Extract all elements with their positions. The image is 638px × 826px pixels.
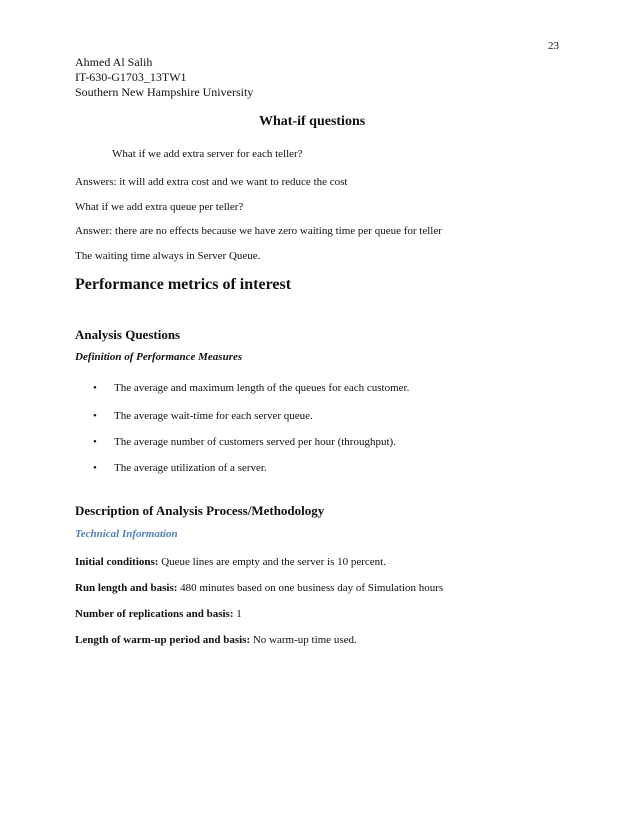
author-name: Ahmed Al Salih: [75, 55, 153, 69]
bullet-text: The average utilization of a server.: [114, 462, 267, 474]
bullet-text: The average and maximum length of the queues for each customer.: [114, 382, 410, 394]
item-value: 1: [233, 608, 242, 620]
course-code: IT-630-G1703_13TW1: [75, 70, 187, 84]
list-item: [93, 410, 313, 422]
list-item: [93, 382, 409, 394]
whatif-question-1: What if we add extra server for each teller?: [112, 148, 303, 160]
item-label: Number of replications and basis:: [75, 608, 234, 620]
run-length: [75, 582, 443, 594]
whatif-answer-1: Answers: it will add extra cost and we want to reduce the cost: [75, 176, 348, 188]
item-value: Queue lines are empty and the server is 10 percent.: [158, 556, 386, 568]
initial-conditions: [75, 556, 386, 568]
bullet-text: The average number of customers served per hour (throughput).: [114, 436, 396, 448]
whatif-question-2: What if we add extra queue per teller?: [75, 201, 244, 213]
performance-title: Performance metrics of interest: [75, 276, 292, 293]
warm-up-period: [75, 634, 357, 646]
analysis-questions-heading: Analysis Questions: [75, 327, 181, 342]
whatif-note: The waiting time always in Server Queue.: [75, 250, 261, 262]
whatif-title: What-if questions: [259, 114, 366, 129]
bullet-icon: •: [93, 410, 97, 422]
bullet-icon: •: [93, 462, 97, 474]
replications: [75, 608, 242, 620]
list-item: [93, 462, 267, 474]
methodology-heading: Description of Analysis Process/Methodology: [75, 503, 325, 518]
university-name: Southern New Hampshire University: [75, 85, 254, 99]
bullet-text: The average wait-time for each server queue.: [114, 410, 313, 422]
item-value: 480 minutes based on one business day of Simulation hours: [177, 582, 444, 594]
item-label: Run length and basis:: [75, 582, 178, 594]
definition-heading: Definition of Performance Measures: [75, 351, 243, 363]
technical-information-heading: Technical Information: [75, 528, 178, 540]
page-number: 23: [548, 40, 559, 52]
bullet-icon: •: [93, 382, 97, 394]
bullet-icon: •: [93, 436, 97, 448]
item-label: Length of warm-up period and basis:: [75, 634, 251, 646]
item-label: Initial conditions:: [75, 556, 159, 568]
whatif-answer-2: Answer: there are no effects because we have zero waiting time per queue for teller: [75, 225, 442, 237]
list-item: [93, 436, 396, 448]
item-value: No warm-up time used.: [250, 634, 357, 646]
